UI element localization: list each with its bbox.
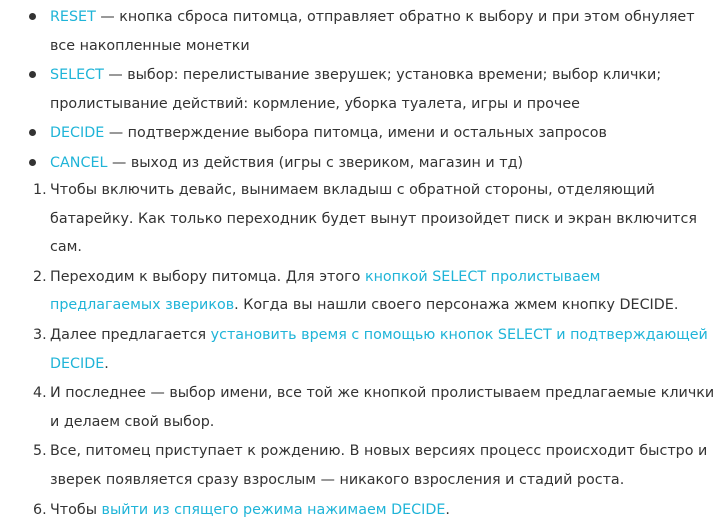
- keyword-link-cancel[interactable]: CANCEL: [50, 154, 108, 171]
- step-text-after: . Когда вы нашли своего персонажа жмем кнопку DECIDE.: [234, 297, 679, 314]
- step-text-after: .: [445, 501, 450, 518]
- bullet-dot-icon: [29, 71, 36, 78]
- bullet-text: — выход из действия (игры с звериком, магазин и тд): [107, 154, 524, 171]
- setup-steps-list: [0, 176, 719, 524]
- step-text: Далее предлагается: [50, 326, 211, 343]
- step-number: 2.: [33, 268, 47, 285]
- bullet-text: — подтверждение выбора питомца, имени и остальных запросов: [104, 125, 607, 142]
- step-item-3: [0, 321, 719, 378]
- bullet-dot-icon: [29, 13, 36, 20]
- step-text: Все, питомец приступает к рождению. В новых версиях процесс происходит быстро и зверек появляется сразу взрослым — никакого взросления и стадий роста.: [50, 443, 708, 488]
- bullet-item-cancel: [0, 149, 719, 178]
- step-number: 4.: [33, 385, 47, 402]
- step-item-2: [0, 263, 719, 320]
- step-link-select-pets[interactable]: кнопкой SELECT пролистываем предлагаемых звериков: [50, 268, 601, 314]
- button-description-list: [0, 3, 719, 178]
- bullet-text: — выбор: перелистывание зверушек; установка времени; выбор клички; пролистывание действий: кормление, уборка туалета, игры и прочее: [50, 67, 662, 112]
- bullet-dot-icon: [29, 159, 36, 166]
- step-number: 3.: [33, 326, 47, 343]
- keyword-link-select[interactable]: SELECT: [50, 67, 104, 84]
- bullet-item-decide: [0, 119, 719, 148]
- step-text: Чтобы: [50, 501, 102, 518]
- step-link-set-time[interactable]: установить время с помощью кнопок SELECT и подтверждающей DECIDE: [50, 326, 708, 372]
- step-text-after: .: [104, 355, 109, 372]
- step-number: 6.: [33, 501, 47, 518]
- bullet-item-select: [0, 61, 719, 118]
- step-item-1: [0, 176, 719, 262]
- bullet-text: — кнопка сброса питомца, отправляет обратно к выбору и при этом обнуляет все накопленные монетки: [50, 9, 695, 54]
- bullet-dot-icon: [29, 129, 36, 136]
- step-text: Переходим к выбору питомца. Для этого: [50, 268, 365, 285]
- bullet-item-reset: [0, 3, 719, 60]
- step-text: Чтобы включить девайс, вынимаем вкладыш с обратной стороны, отделяющий батарейку. Как только переходник будет вынут произойдет писк и экран включится сам.: [50, 182, 697, 256]
- step-item-6: [0, 496, 719, 524]
- step-number: 5.: [33, 443, 47, 460]
- step-link-exit-sleep[interactable]: выйти из спящего режима нажимаем DECIDE: [101, 501, 446, 518]
- step-text: И последнее — выбор имени, все той же кнопкой пролистываем предлагаемые клички и делаем свой выбор.: [50, 385, 715, 430]
- keyword-link-decide[interactable]: DECIDE: [50, 125, 105, 142]
- step-item-4: [0, 379, 719, 436]
- keyword-link-reset[interactable]: RESET: [50, 9, 96, 25]
- step-item-5: [0, 437, 719, 494]
- step-number: 1.: [33, 182, 47, 198]
